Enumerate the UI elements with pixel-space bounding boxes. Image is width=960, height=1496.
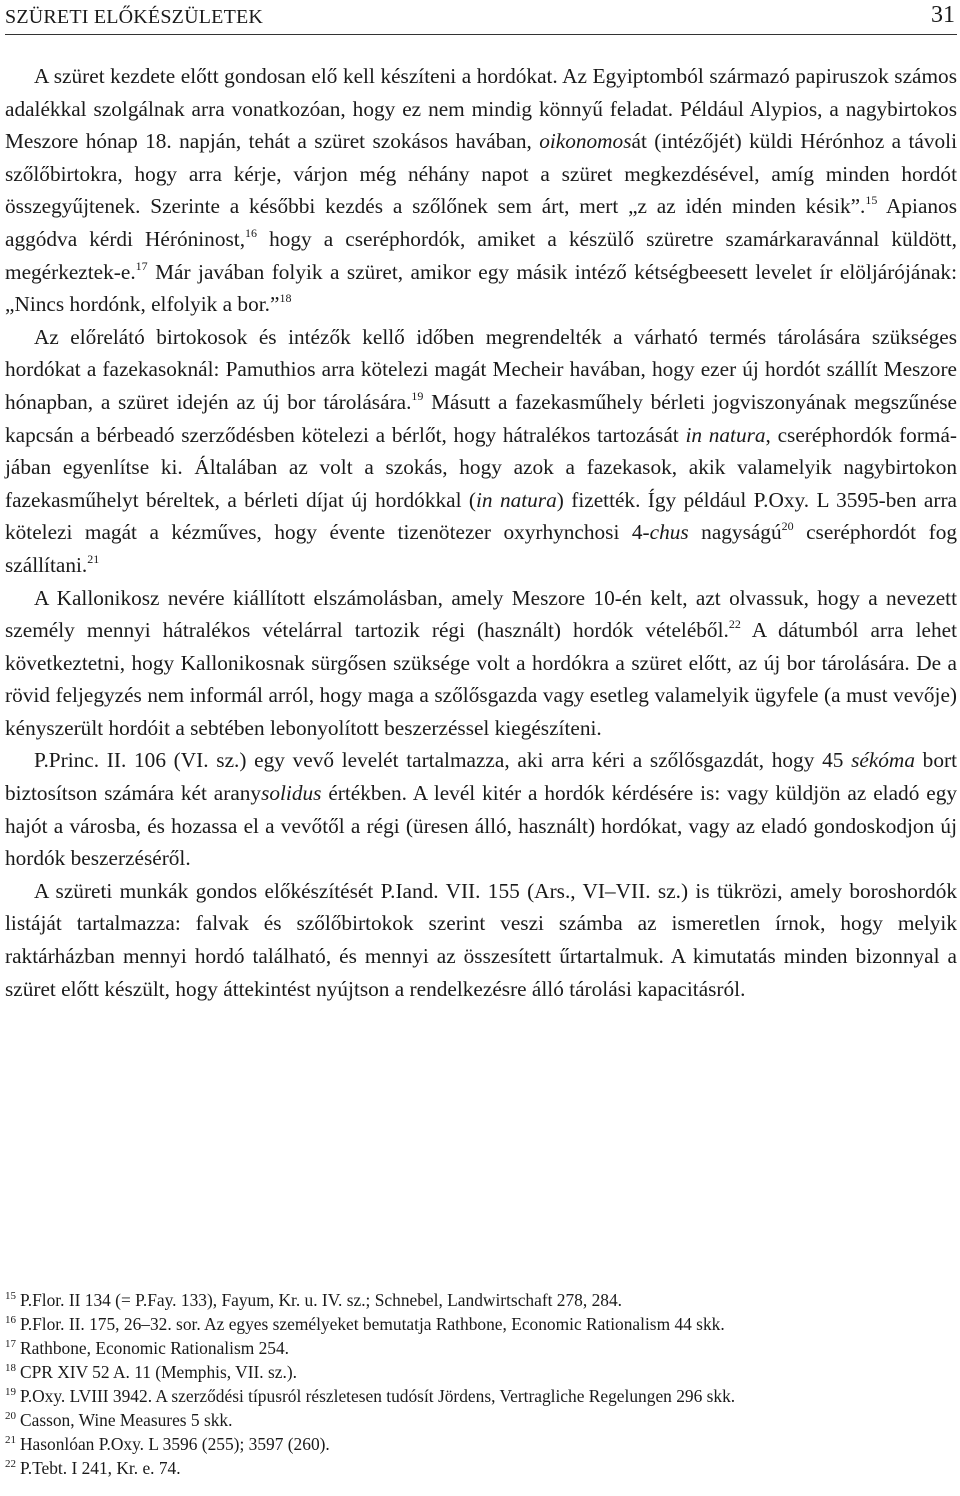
footnote-number: 20: [5, 1410, 16, 1422]
italic-term: chus: [649, 520, 689, 545]
text-run: értékben. A levél kitér a hordók kérdésére is: vagy küldjön az eladó egy hajót a városba, és hozassa el a vevőtől a régi (üresen álló, használt) hordókat, vagy az eladó gondoskodjon új hordók beszerzéséről.: [5, 781, 957, 871]
running-head: [5, 2, 957, 35]
footnote: [5, 1360, 957, 1384]
footnotes: [5, 1288, 957, 1480]
footnote-reference: 21: [87, 551, 100, 566]
footnote: [5, 1384, 957, 1408]
paragraph: [5, 875, 957, 1005]
footnote-text: Casson, Wine Measures 5 skk.: [20, 1410, 233, 1430]
footnote-reference: 20: [781, 519, 794, 534]
paragraph: [5, 744, 957, 874]
footnote-reference: 22: [728, 617, 741, 632]
footnote-reference: 16: [245, 225, 258, 240]
text-run: át (intézőjét) küldi Hérónhoz a távoli szőlőbirtokra, hogy arra kérje, várjon még néhány napot a szüret megkezdésével, amíg minden hordót összegyűjtenek. Szerinte a későbbi kezdés a szőlőnek sem árt, mert „z az idén minden késik”.: [5, 129, 957, 219]
text-run: P.Princ. II. 106 (VI. sz.) egy vevő levelét tartalmazza, aki arra kéri a szőlősgazdát, hogy 45: [34, 748, 852, 773]
text-run: Másutt a fazekasműhely bérleti jogviszonyának megszűnése kapcsán a bérbeadó szerződésben kötelezi a bérlőt, hogy hátralékos tartozását: [5, 389, 957, 447]
footnote: [5, 1432, 957, 1456]
italic-term: oikonomos: [539, 129, 632, 154]
italic-term: in natura: [475, 487, 557, 512]
footnote-reference: 18: [279, 291, 292, 306]
footnote: [5, 1288, 957, 1312]
text-run: nagyságú: [688, 520, 782, 545]
footnote-text: CPR XIV 52 A. 11 (Memphis, VII. sz.).: [20, 1362, 297, 1382]
paragraph: [5, 321, 957, 582]
chapter-title: SZÜRETI ELŐKÉSZÜLETEK: [5, 6, 264, 28]
paragraph: [5, 60, 957, 321]
footnote-reference: 19: [411, 388, 424, 403]
text-run: Apianos aggódva kérdi Héróninost,: [5, 194, 957, 251]
footnote-text: P.Tebt. I 241, Kr. e. 74.: [20, 1458, 181, 1478]
italic-term: solidus: [261, 781, 322, 806]
footnote-text: P.Flor. II 134 (= P.Fay. 133), Fayum, Kr. u. IV. sz.; Schnebel, Landwirtschaft 278, 284.: [20, 1290, 623, 1310]
footnote-number: 16: [5, 1314, 16, 1326]
text-run: ) fizették. Így például P.Oxy. L 3595-ben arra kötelezi magát a kézműves, hogy évente tizenötezer oxyrhynchosi 4-: [5, 487, 957, 545]
text-run: A Kallonikosz nevére kiállított elszámolásban, amely Meszore 10-én kelt, azt olvassuk, hogy a nevezett személy mennyi hátralékos vételárral tartozik régi (használt) hordók vételéből.: [5, 585, 957, 643]
text-run: A szüret kezdete előtt gondosan elő kell készíteni a hordókat. Az Egyiptomból származó papiruszok számos adalékkal szolgálnak arra vonatkozóan, hogy ez nem mindig könnyű feladat. Például Alypios, a nagybirtokos Meszore hónap 18. napján, tehát a szüret szokásos havában,: [5, 64, 957, 154]
footnote-reference: 15: [865, 193, 878, 208]
footnote-number: 18: [5, 1362, 16, 1374]
page-number: 31: [931, 2, 955, 28]
text-run: Az előrelátó birtokosok és intézők kellő időben megrendelték a várható termés tárolására szükséges hordókat a fazekasoknál: Pamuthios arra kötelezi magát Mecheir havában, hogy ezer új hordót szállít Meszore hónapban, a szüret idején az új bor tárolására.: [5, 324, 957, 414]
footnote: [5, 1336, 957, 1360]
footnote-text: P.Oxy. LVIII 3942. A szerződési típusról részletesen tudósít Jördens, Vertragliche Regelungen 296 skk.: [20, 1386, 736, 1406]
text-run: A dátumból arra lehet következtetni, hogy Kallonikosnak sürgősen szüksége volt a hordókra a szüret előtt, az új bor tárolására. De a rövid feljegyzés nem informál arról, hogy maga a szőlősgazda vagy esetleg valamelyik ügyfele (a must vevője) kényszerült hordóit a sebtében lebonyolított beszerzéssel kiegészíteni.: [5, 618, 957, 740]
paragraph: [5, 582, 957, 745]
footnote: [5, 1456, 957, 1480]
footnote-number: 17: [5, 1338, 16, 1350]
text-run: , cseréphordók formájában egyenlítse ki. Általában az volt a szokás, hogy azok a fazekasok, akik valamelyik nagybirtokon fazekasműhelyt béreltek, a bérleti díjat új hordókkal (: [5, 422, 957, 512]
italic-term: sékóma: [851, 748, 915, 773]
footnote-text: Hasonlóan P.Oxy. L 3596 (255); 3597 (260).: [20, 1434, 330, 1454]
footnote-number: 19: [5, 1386, 16, 1398]
text-run: cseréphordót fog szállítani.: [5, 520, 957, 577]
text-run: hogy a cseréphordók, amiket a készülő szüretre szamárkaravánnal küldött, megérkeztek-e.: [5, 226, 957, 284]
footnote-number: 22: [5, 1458, 16, 1470]
main-text: [5, 60, 957, 1005]
footnote: [5, 1312, 957, 1336]
footnote: [5, 1408, 957, 1432]
footnote-reference: 17: [135, 258, 148, 273]
footnote-text: Rathbone, Economic Rationalism 254.: [20, 1338, 290, 1358]
text-run: A szüreti munkák gondos előkészítését P.Iand. VII. 155 (Ars., VI–VII. sz.) is tükrözi, amely boroshordók listáját tartalmazza: falvak és szőlőbirtokok szerint veszi számba az ismeretlen írnok, hogy melyik raktárházban mennyi hordó található, és mennyi az összesített űrtartalmuk. A kimutatás minden bizonnyal a szüret előtt készült, hogy áttekintést nyújtson a rendelkezésre álló tárolási kapacitásról.: [5, 878, 957, 1001]
italic-term: in natura: [685, 422, 766, 447]
footnote-text: P.Flor. II. 175, 26–32. sor. Az egyes személyeket bemutatja Rathbone, Economic Rationalism 44 skk.: [20, 1314, 725, 1334]
text-run: Már javában folyik a szüret, amikor egy másik intéző kétségbeesett levelet ír elöljárójának: „Nincs hordónk, elfolyik a bor.”: [5, 259, 957, 317]
footnote-number: 15: [5, 1290, 16, 1302]
footnote-number: 21: [5, 1434, 16, 1446]
text-run: bort biztosítson számára két arany: [5, 748, 957, 806]
